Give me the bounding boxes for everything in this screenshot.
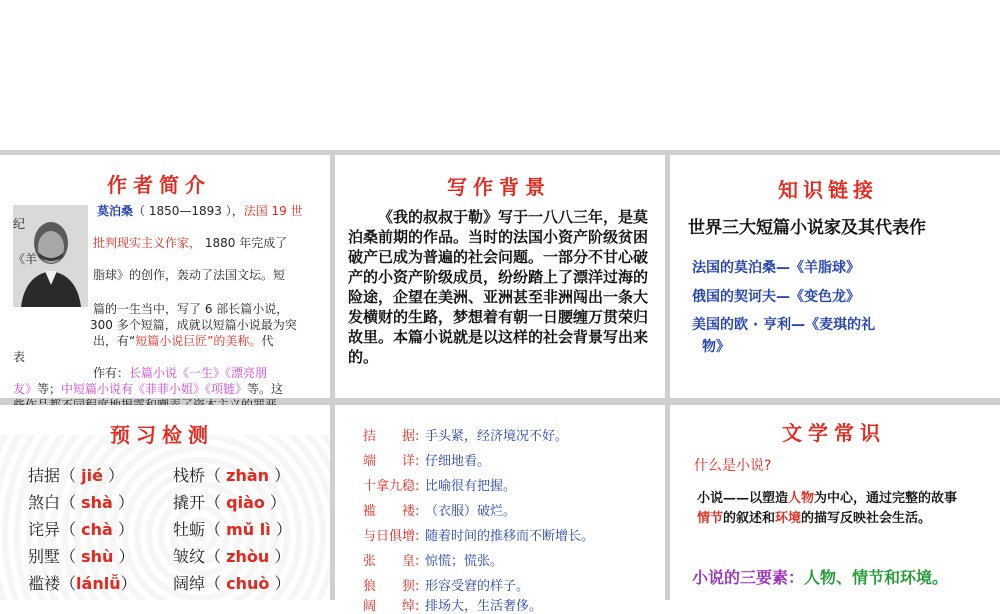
author-line-5: 300 多个短篇，成就以短篇小说最为突: [90, 318, 297, 332]
author-line-2: 批判现实主义作家， 1880 年完成了: [93, 236, 288, 250]
author-line-7: 表: [13, 350, 26, 364]
pinyin-item: 牡蛎（ mǔ lì ）: [173, 520, 292, 539]
panel-writing-background[interactable]: [335, 155, 665, 398]
panel-literary-knowledge[interactable]: [670, 405, 1000, 600]
definition-row: 阔 绰: 排场大，生活奢侈。: [363, 599, 543, 614]
definition-row: 褴 褛: （衣服）破烂。: [363, 504, 517, 519]
pinyin-item: 栈桥（ zhàn ）: [173, 466, 291, 485]
definition-row: 端 详: 仔细地看。: [363, 454, 491, 469]
panel-word-definitions[interactable]: [335, 405, 665, 614]
panel-author-intro[interactable]: [0, 155, 330, 398]
knowledge-item-3: 美国的欧 · 亨利—《麦琪的礼: [692, 317, 876, 333]
panel-knowledge-link[interactable]: [670, 155, 1000, 398]
novel-definition: 小说——以塑造人物为中心，通过完整的故事情节的叙述和环境的描写反映社会生活。: [697, 491, 958, 526]
knowledge-subtitle: 世界三大短篇小说家及其代表作: [688, 218, 926, 238]
panel-title: 知识链接: [778, 178, 878, 202]
panel-title: 写作背景: [447, 175, 551, 199]
pinyin-item: 褴褛（lánlǚ）: [28, 574, 137, 593]
definition-row: 张 皇: 惊慌；慌张。: [363, 554, 504, 569]
novel-three-elements: 小说的三要素：人物、情节和环境。: [692, 568, 949, 587]
author-line-9: 友》等；中短篇小说有《菲菲小姐》《项链》等。这: [13, 382, 284, 396]
pinyin-item: 别墅（ shù ）: [28, 547, 135, 566]
definition-row: 与日俱增: 随着时间的推移而不断增长。: [363, 529, 595, 544]
background-body: 《我的叔叔于勒》写于一八八三年，是莫泊桑前期的作品。当时的法国小资产阶级贫困破产已成为普遍的社会问题。一部分不甘心破产的小资产阶级成员，纷纷踏上了漂洋过海的险途，企望在美洲、亚洲甚至非洲闯出一条大发横财的生路，梦想着有朝一日腰缠万贯荣归故里。本篇小说就是以这样的社会背景写出来的。: [348, 208, 649, 366]
author-name: 莫泊桑: [97, 204, 134, 218]
definition-row: 狼 狈: 形容受窘的样子。: [363, 579, 530, 594]
pinyin-item: 阔绰（ chuò ）: [173, 574, 291, 593]
author-line-6: 出，有“短篇小说巨匠”的美称。代: [93, 334, 274, 348]
definition-row: 拮 据: 手头紧，经济境况不好。: [363, 429, 569, 444]
novel-question: 什么是小说?: [694, 458, 772, 474]
panel-title: 预习检测: [110, 423, 214, 447]
knowledge-item-2: 俄国的契诃夫—《变色龙》: [692, 289, 860, 305]
pinyin-item: 诧异（ chà ）: [28, 520, 134, 539]
author-line-3: 脂球》的创作，轰动了法国文坛。短: [93, 268, 286, 282]
author-line-8: 作有：长篇小说《一生》《漂亮朋: [93, 366, 268, 380]
knowledge-item-4: 物》: [702, 339, 730, 355]
knowledge-item-1: 法国的莫泊桑—《羊脂球》: [692, 260, 860, 276]
pinyin-item: 撬开（ qiào ）: [173, 493, 286, 512]
author-line-1: 莫泊桑（ 1850—1893 ），法国 19 世: [97, 204, 303, 218]
pinyin-item: 拮据（ jié ）: [28, 466, 125, 485]
panel-preview-check[interactable]: [0, 405, 330, 600]
side-char-2: 《羊: [13, 252, 38, 266]
panel-title: 文学常识: [782, 421, 886, 445]
side-char-1: 纪: [13, 217, 26, 231]
pinyin-item: 皱纹（ zhòu ）: [173, 547, 291, 566]
definition-row: 十拿九稳: 比喻很有把握。: [363, 479, 517, 494]
author-line-4: 篇的一生当中，写了 6 部长篇小说，: [93, 302, 289, 316]
pinyin-item: 煞白（ shà ）: [28, 493, 134, 512]
panel-title: 作者简介: [107, 173, 211, 197]
